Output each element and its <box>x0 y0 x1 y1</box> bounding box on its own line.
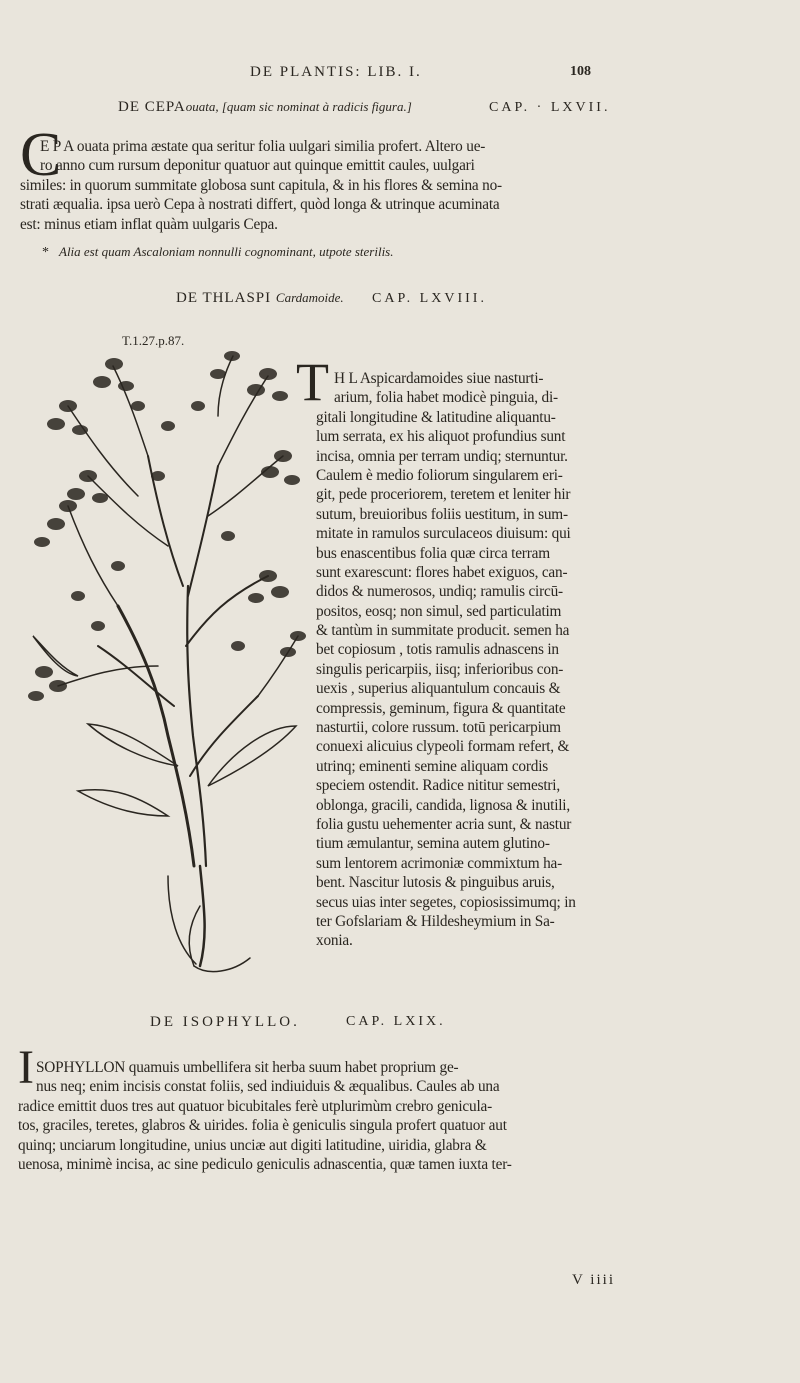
text-line: folia gustu uehementer acria sunt, & nastur <box>316 815 572 833</box>
text-line: incisa, omnia per terram undiq; sternuntur. <box>316 447 568 465</box>
text-line: strati æqualia. ipsa uerò Cepa à nostrati differt, quòd longa & utrinque acuminata <box>20 196 500 214</box>
chapter-body-thlaspi <box>316 369 576 951</box>
chapter-title-cepa-prefix: DE CEPA <box>118 99 186 115</box>
text-line: ro anno cum rursum deponitur quatuor aut quinque emittit caules, uulgari <box>40 157 475 175</box>
text-line: compressis, geminum, figura & quantitate <box>316 699 566 717</box>
text-line: H L Aspicardamoides siue nasturti- <box>334 370 544 387</box>
text-line: gitali longitudine & latitudine aliquantu- <box>316 408 556 426</box>
text-line: radice emittit duos tres aut quatuor bicubitales ferè utplurimùm crebro genicula- <box>18 1097 492 1115</box>
running-head: DE PLANTIS: LIB. I. <box>250 64 422 80</box>
text-line: mitate in ramulos surculaceos diuisum: qui <box>316 525 571 543</box>
chapter-title-thlaspi-italic: Cardamoide. <box>275 290 344 305</box>
text-line: uenosa, minimè incisa, ac sine pediculo geniculis adnascentia, quæ tamen iuxta ter- <box>18 1156 512 1174</box>
text-line: nasturtii, colore russum. totū pericarpium <box>316 719 561 737</box>
text-line: uexis , superius aliquantulum concauis & <box>316 680 561 698</box>
text-line: singulis pericarpiis, iisq; inferioribus con- <box>316 660 564 678</box>
drop-initial-thlaspi: T <box>296 352 329 412</box>
text-line: E P A ouata prima æstate qua seritur folia uulgari similia profert. Altero ue- <box>40 138 486 155</box>
text-line: nus neq; enim incisis constat foliis, sed indiuiduis & æqualibus. Caules ab una <box>36 1078 500 1096</box>
chapter-title-isophyllon: DE ISOPHYLLO. <box>150 1014 300 1030</box>
chapter-body-isophyllon <box>18 1058 512 1174</box>
text-line: arium, folia habet modicè pinguia, di- <box>334 389 558 407</box>
asterisk-icon: * <box>42 245 49 260</box>
text-line: conuexi alicuius clypeoli formam refert, & <box>316 738 570 756</box>
text-line: sunt exarescunt: flores habet exiguos, can- <box>316 563 568 581</box>
text-line: positos, eosq; non simul, sed particulatim <box>316 602 562 620</box>
text-line: didos & numerosos, undiq; ramulis circū- <box>316 583 563 601</box>
text-line: oblonga, gracili, candida, lignosa & inutili, <box>316 796 570 814</box>
chapter-title-thlaspi <box>176 290 344 307</box>
text-line: & tantùm in summitate producit. semen ha <box>316 622 570 640</box>
marginal-note-text: Alia est quam Ascaloniam nonnulli cognominant, utpote sterilis. <box>59 244 394 259</box>
text-line: bet copiosum , totis ramulis adnascens in <box>316 641 559 659</box>
text-line: bent. Nascitur lutosis & pinguibus aruis, <box>316 874 555 892</box>
text-line: utrinq; eminenti semine aliquam cordis <box>316 757 548 775</box>
seed-pod-cluster <box>28 351 306 701</box>
text-line: speciem ostendit. Radice nititur semestri, <box>316 777 560 795</box>
chapter-title-thlaspi-prefix: DE THLASPI <box>176 290 272 306</box>
text-line: SOPHYLLON quamuis umbellifera sit herba suum habet proprium ge- <box>36 1059 459 1076</box>
text-line: tium æmulantur, semina autem glutino- <box>316 835 550 853</box>
text-line: sutum, breuioribus foliis uestitum, in sum- <box>316 505 568 523</box>
text-line: ter Gofslariam & Hildesheymium in Sa- <box>316 912 555 930</box>
chapter-body-cepa <box>20 137 502 234</box>
text-line: secus uias inter segetes, copiosissimumq; in <box>316 893 576 911</box>
folio-number: 108 <box>570 64 591 79</box>
text-line: xonia. <box>316 932 353 950</box>
text-line: bus enascentibus folia quæ circa terram <box>316 544 550 562</box>
chapter-number-cepa: CAP. · LXVII. <box>489 100 611 115</box>
marginal-note <box>42 244 394 261</box>
drop-initial-cepa: C <box>20 121 62 189</box>
text-line: Caulem è medio foliorum singularem eri- <box>316 466 563 484</box>
thlaspi-woodcut-illustration <box>18 346 310 978</box>
chapter-number-thlaspi: CAP. LXVIII. <box>372 291 487 306</box>
signature-mark: V iiii <box>572 1272 615 1288</box>
text-line: git, pede proceriorem, teretem et leniter hir <box>316 486 571 504</box>
chapter-title-cepa <box>118 99 412 116</box>
text-line: quinq; unciarum longitudine, unius unciæ aut digiti latitudine, uiridia, glabra & <box>18 1136 487 1154</box>
chapter-title-cepa-italic: ouata, [quam sic nominat à radicis figura.] <box>185 99 412 114</box>
drop-initial-isophyllon: I <box>18 1041 34 1094</box>
text-line: sum lentorem acrimoniæ commixtum ha- <box>316 854 562 872</box>
figure-reference: T.1.27.p.87. <box>122 333 185 348</box>
text-line: est: minus etiam inflat quàm uulgaris Cepa. <box>20 215 278 233</box>
text-line: similes: in quorum summitate globosa sunt capitula, & in his flores & semina no- <box>20 176 502 194</box>
text-line: lum serrata, ex his aliquot profundius sunt <box>316 428 566 446</box>
chapter-number-isophyllon: CAP. LXIX. <box>346 1014 446 1029</box>
text-line: tos, graciles, teretes, glabros & uirides. folia è geniculis singula profert quatuor aut <box>18 1117 507 1135</box>
